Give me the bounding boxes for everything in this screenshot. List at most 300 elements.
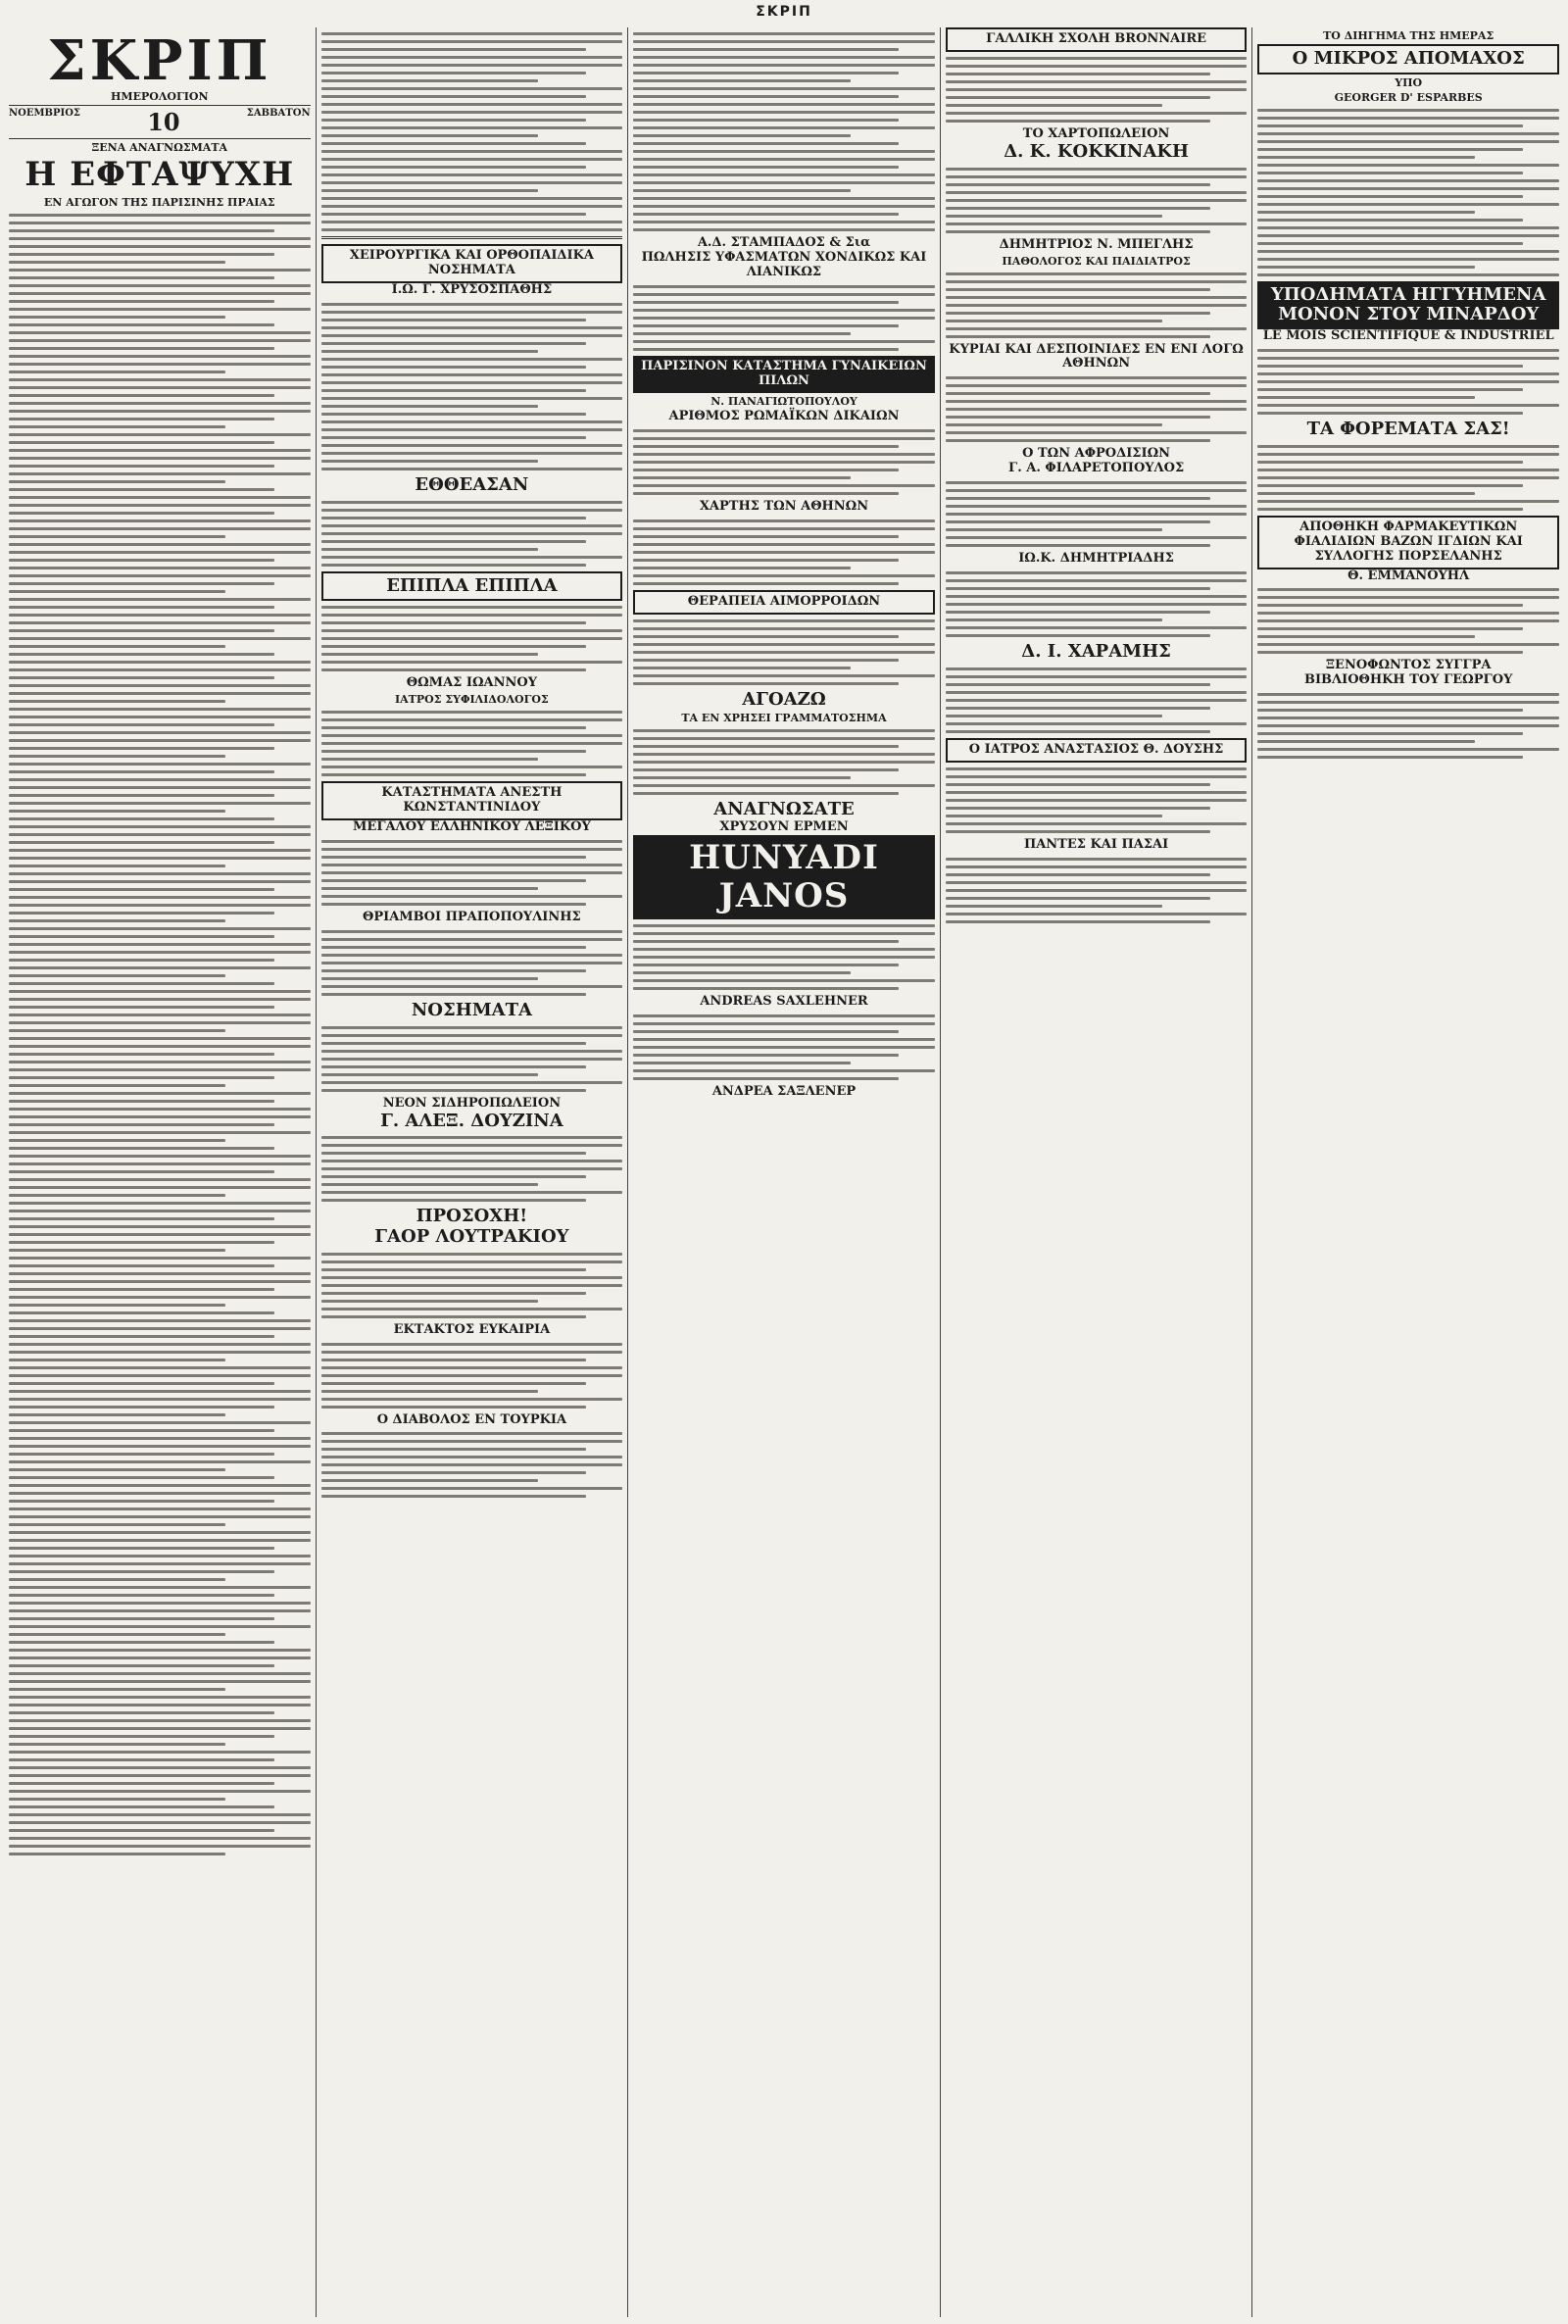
text-line xyxy=(9,966,311,969)
text-line xyxy=(321,1253,623,1256)
text-line xyxy=(9,378,311,381)
text-line xyxy=(321,173,623,176)
text-line xyxy=(9,1162,311,1165)
text-line xyxy=(321,444,623,447)
text-block xyxy=(321,501,623,567)
text-line xyxy=(946,767,1248,770)
ad-heading-loutraki: ΓΑΟΡ ΛΟΥΤΡΑΚΙΟΥ xyxy=(374,1225,569,1247)
text-line xyxy=(1257,234,1559,237)
text-line xyxy=(9,331,311,334)
ad-heading-konstantinidou: ΚΑΤΑΣΤΗΜΑΤΑ ΑΝΕΣΤΗ ΚΩΝΣΤΑΝΤΙΝΙΔΟΥ xyxy=(321,781,623,820)
text-line xyxy=(1257,732,1523,735)
text-line xyxy=(9,982,274,985)
text-line xyxy=(321,509,623,512)
text-line xyxy=(321,366,587,369)
text-line xyxy=(9,1711,274,1714)
text-line xyxy=(1257,388,1523,391)
text-line xyxy=(633,181,935,184)
text-line xyxy=(946,715,1162,717)
text-line xyxy=(9,1664,274,1667)
text-line xyxy=(9,676,274,679)
text-line xyxy=(633,582,899,585)
text-line xyxy=(9,300,274,303)
text-line xyxy=(946,603,1248,606)
text-line xyxy=(9,951,311,954)
text-line xyxy=(9,1108,311,1111)
text-line xyxy=(321,726,587,729)
text-line xyxy=(946,199,1248,202)
text-block xyxy=(633,285,935,351)
text-line xyxy=(321,954,623,957)
column-5 xyxy=(1251,27,1564,2317)
text-line xyxy=(321,1058,623,1061)
text-line xyxy=(9,606,274,609)
column-3 xyxy=(627,27,940,2317)
text-line xyxy=(321,750,587,753)
text-line xyxy=(9,574,311,577)
column-2 xyxy=(316,27,628,2317)
text-line xyxy=(321,373,623,376)
ad-heading-nosimata: ΝΟΣΗΜΑΤΑ xyxy=(411,999,532,1020)
text-line xyxy=(633,324,899,327)
text-line xyxy=(9,1421,311,1424)
text-block xyxy=(1257,349,1559,415)
text-line xyxy=(9,465,274,468)
text-line xyxy=(9,1217,274,1220)
story-headline: Η ΕΦΤΑΨΥΧΗ xyxy=(24,155,295,194)
text-line xyxy=(946,489,1248,492)
text-line xyxy=(9,1727,311,1730)
text-line xyxy=(321,1390,538,1393)
text-line xyxy=(321,1160,623,1162)
text-line xyxy=(321,548,538,551)
text-line xyxy=(321,1308,623,1310)
text-line xyxy=(321,72,587,74)
text-line xyxy=(9,1304,225,1307)
text-line xyxy=(9,1429,274,1432)
text-line xyxy=(633,40,935,43)
text-line xyxy=(321,1191,623,1194)
text-line xyxy=(321,1276,623,1279)
text-line xyxy=(321,413,587,416)
text-line xyxy=(633,126,935,129)
text-line xyxy=(946,505,1248,508)
text-line xyxy=(9,1178,311,1181)
text-line xyxy=(9,1790,311,1793)
text-line xyxy=(321,645,587,648)
story-body xyxy=(9,214,311,1855)
text-line xyxy=(9,990,311,993)
text-line xyxy=(321,32,623,35)
text-line xyxy=(946,57,1248,60)
text-line xyxy=(9,1406,274,1409)
text-line xyxy=(9,253,274,256)
text-line xyxy=(9,363,311,366)
text-line xyxy=(9,1045,311,1048)
text-line xyxy=(946,376,1248,379)
text-line xyxy=(633,95,899,98)
text-line xyxy=(9,1774,311,1777)
text-line xyxy=(321,766,623,768)
ad-name-saxlener-greek: ΑΝΔΡΕΑ ΣΑΞΛΕΝΕΡ xyxy=(711,1083,857,1099)
text-line xyxy=(946,392,1211,395)
text-line xyxy=(1257,724,1559,727)
text-line xyxy=(9,1006,274,1009)
text-line xyxy=(9,802,311,805)
text-line xyxy=(946,611,1211,614)
text-line xyxy=(321,668,587,671)
text-line xyxy=(321,661,623,664)
text-line xyxy=(9,559,274,562)
text-line xyxy=(9,1225,311,1228)
text-line xyxy=(946,683,1211,686)
text-line xyxy=(1257,612,1559,615)
text-line xyxy=(9,1594,274,1597)
text-line xyxy=(321,540,587,543)
text-line xyxy=(633,103,935,106)
text-line xyxy=(946,481,1248,484)
text-line xyxy=(1257,508,1523,511)
text-line xyxy=(9,1123,274,1126)
text-line xyxy=(321,840,623,843)
text-line xyxy=(9,1076,274,1079)
text-line xyxy=(946,88,1248,91)
text-line xyxy=(946,65,1248,68)
text-line xyxy=(9,716,311,718)
text-line xyxy=(633,285,935,288)
text-line xyxy=(9,747,274,750)
text-line xyxy=(321,420,623,423)
ad-heading-foremata: ΤΑ ΦΟΡΕΜΑΤΑ ΣΑΣ! xyxy=(1306,419,1510,439)
ad-heading-hats: ΠΑΡΙΣΙΝΟΝ ΚΑΤΑΣΤΗΜΑ ΓΥΝΑΙΚΕΙΩΝ ΠΙΛΩΝ xyxy=(633,356,935,393)
text-line xyxy=(946,571,1248,574)
masthead: ΣΚΡΙΠ xyxy=(756,4,812,20)
text-line xyxy=(321,334,623,337)
text-block xyxy=(1257,445,1559,511)
text-line xyxy=(946,183,1211,186)
text-line xyxy=(9,1311,274,1314)
text-line xyxy=(946,865,1248,868)
text-line xyxy=(9,1735,274,1738)
ad-heading-pantes: ΠΑΝΤΕΣ ΚΑΙ ΠΑΣΑΙ xyxy=(1023,836,1169,852)
text-line xyxy=(321,1315,587,1318)
text-line xyxy=(633,535,899,538)
text-line xyxy=(1257,349,1559,352)
text-line xyxy=(321,197,623,200)
text-line xyxy=(1257,266,1474,269)
text-line xyxy=(633,150,935,153)
ad-heading-stampados: Α.Δ. ΣΤΑΜΠΑΔΟΣ & Σια xyxy=(697,235,871,250)
text-line xyxy=(9,1390,311,1393)
text-line xyxy=(633,574,935,577)
text-block xyxy=(321,1343,623,1409)
text-line xyxy=(633,48,899,51)
text-line xyxy=(9,496,311,499)
text-line xyxy=(9,1586,311,1589)
text-line xyxy=(946,304,1248,307)
text-line xyxy=(9,512,274,515)
text-line xyxy=(9,1531,311,1534)
text-line xyxy=(1257,484,1523,487)
text-line xyxy=(1257,273,1559,276)
text-block xyxy=(633,729,935,795)
text-line xyxy=(321,946,587,949)
text-line xyxy=(946,520,1211,523)
text-line xyxy=(9,1272,311,1275)
text-line xyxy=(9,590,225,593)
text-line xyxy=(1257,187,1559,190)
ad-sub-ioannou: ΙΑΤΡΟΣ ΣΥΦΙΛΙΔΟΛΟΓΟΣ xyxy=(395,693,549,707)
text-line xyxy=(946,881,1248,884)
text-line xyxy=(946,120,1211,123)
text-line xyxy=(9,1327,311,1330)
text-line xyxy=(1257,179,1559,182)
text-line xyxy=(321,311,623,314)
text-line xyxy=(321,1034,623,1037)
text-line xyxy=(946,423,1162,426)
text-line xyxy=(9,880,311,883)
text-line xyxy=(633,453,935,456)
text-line xyxy=(946,327,1248,330)
text-line xyxy=(321,150,623,153)
text-line xyxy=(321,428,623,431)
text-line xyxy=(946,439,1211,442)
text-line xyxy=(1257,627,1523,630)
text-line xyxy=(321,1026,623,1029)
text-line xyxy=(9,339,311,342)
text-line xyxy=(321,532,623,535)
text-line xyxy=(9,582,274,585)
text-line xyxy=(1257,469,1559,471)
text-line xyxy=(321,1382,587,1385)
text-block xyxy=(321,930,623,996)
text-line xyxy=(321,1268,587,1271)
text-line xyxy=(9,488,274,491)
text-line xyxy=(633,682,899,685)
text-line xyxy=(633,429,935,432)
text-line xyxy=(321,1065,587,1068)
text-line xyxy=(946,699,1248,702)
text-line xyxy=(946,830,1211,833)
text-line xyxy=(321,95,587,98)
text-line xyxy=(9,1515,311,1518)
text-line xyxy=(321,848,623,851)
text-line xyxy=(9,959,274,962)
text-line xyxy=(9,1100,274,1103)
text-line xyxy=(321,962,623,964)
text-line xyxy=(1257,172,1523,174)
text-line xyxy=(9,1029,225,1032)
text-line xyxy=(321,1073,538,1076)
text-line xyxy=(9,708,311,711)
text-line xyxy=(9,1398,311,1401)
text-line xyxy=(9,1562,311,1565)
ad-sub-beglis: ΠΑΘΟΛΟΓΟΣ ΚΑΙ ΠΑΙΔΙΑΤΡΟΣ xyxy=(1002,254,1191,268)
text-line xyxy=(946,431,1248,434)
ad-name-filaretopoulos: Γ. Α. ΦΙΛΑΡΕΤΟΠΟΥΛΟΣ xyxy=(1007,461,1185,476)
text-line xyxy=(633,64,935,67)
text-block xyxy=(321,1136,623,1202)
text-line xyxy=(946,335,1211,338)
text-line xyxy=(9,943,311,946)
text-line xyxy=(633,142,899,145)
text-line xyxy=(321,221,623,223)
text-line xyxy=(946,707,1211,710)
text-line xyxy=(9,1696,311,1699)
text-line xyxy=(9,1233,311,1236)
text-line xyxy=(9,1280,311,1283)
text-line xyxy=(321,158,623,161)
text-line xyxy=(321,606,623,609)
ad-heading-diavolos: Ο ΔΙΑΒΟΛΟΣ ΕΝ ΤΟΥΡΚΙΑ xyxy=(376,1411,567,1427)
text-line xyxy=(321,1359,587,1361)
text-line xyxy=(9,841,274,844)
text-line xyxy=(1257,250,1559,253)
text-line xyxy=(633,32,935,35)
text-line xyxy=(633,228,935,231)
text-line xyxy=(633,111,935,114)
text-line xyxy=(9,316,225,319)
text-block xyxy=(321,840,623,906)
text-line xyxy=(321,734,623,737)
text-line xyxy=(321,1406,587,1409)
text-block xyxy=(1257,693,1559,759)
text-line xyxy=(633,166,899,169)
text-line xyxy=(633,948,935,951)
text-line xyxy=(633,492,899,495)
section-label: ΞΕΝΑ ΑΝΑΓΝΩΣΜΑΤΑ xyxy=(91,141,228,154)
text-line xyxy=(1257,164,1559,167)
text-line xyxy=(633,940,899,943)
text-line xyxy=(9,935,274,938)
text-line xyxy=(321,79,538,82)
text-line xyxy=(1257,476,1559,479)
ad-heading-prosochi: ΠΡΟΣΟΧΗ! xyxy=(416,1206,528,1227)
text-line xyxy=(321,1152,587,1155)
text-line xyxy=(9,621,311,624)
text-line xyxy=(633,979,935,982)
text-line xyxy=(1257,396,1474,399)
text-line xyxy=(946,320,1162,322)
text-line xyxy=(9,1021,311,1024)
text-line xyxy=(321,342,587,345)
text-line xyxy=(321,1487,623,1490)
text-line xyxy=(1257,635,1474,638)
text-line xyxy=(9,865,225,867)
text-line xyxy=(321,1463,623,1466)
text-line xyxy=(1257,693,1559,696)
text-line xyxy=(946,230,1211,233)
text-line xyxy=(9,457,311,460)
text-line xyxy=(321,326,623,329)
text-line xyxy=(321,1167,623,1170)
text-line xyxy=(9,222,311,224)
text-line xyxy=(321,1440,623,1443)
ad-heading-ioannou: ΘΩΜΑΣ ΙΩΑΝΝΟΥ xyxy=(406,675,537,691)
text-line xyxy=(9,692,311,695)
text-line xyxy=(9,472,311,475)
text-line xyxy=(633,87,935,90)
text-line xyxy=(633,729,935,732)
dateline xyxy=(9,105,311,139)
text-line xyxy=(633,635,899,638)
text-line xyxy=(9,1359,225,1361)
text-line xyxy=(633,761,935,764)
text-line xyxy=(1257,412,1523,415)
text-line xyxy=(321,205,623,208)
text-line xyxy=(9,1821,311,1824)
text-line xyxy=(633,332,850,335)
text-block xyxy=(633,619,935,685)
ad-heading-fabrics: ΠΩΛΗΣΙΣ ΥΦΑΣΜΑΤΩΝ ΧΟΝΔΙΚΩΣ ΚΑΙ ΛΙΑΝΙΚΩΣ xyxy=(641,249,927,279)
text-line xyxy=(1257,380,1559,383)
text-line xyxy=(9,1484,311,1487)
text-line xyxy=(321,303,623,306)
text-line xyxy=(321,1199,587,1202)
text-line xyxy=(9,1351,311,1354)
text-line xyxy=(321,1175,587,1178)
text-line xyxy=(321,358,623,361)
text-line xyxy=(946,783,1211,786)
ad-heading-roman-law: ΑΡΙΘΜΟΣ ΡΩΜΑΪΚΩΝ ΔΙΚΑΙΩΝ xyxy=(668,408,900,423)
text-line xyxy=(9,755,225,758)
text-line xyxy=(9,1539,311,1542)
text-line xyxy=(946,920,1211,923)
text-line xyxy=(1257,124,1523,127)
text-line xyxy=(633,173,935,176)
text-line xyxy=(946,913,1248,915)
text-line xyxy=(9,1829,274,1832)
text-line xyxy=(9,598,311,601)
text-line xyxy=(946,168,1248,171)
ad-heading-sidiropoleion: ΝΕΟΝ ΣΙΔΗΡΟΠΩΛΕΙΟΝ xyxy=(382,1095,562,1111)
text-line xyxy=(9,371,225,373)
text-line xyxy=(9,229,274,232)
text-line xyxy=(321,629,623,632)
text-line xyxy=(9,1210,311,1212)
text-line xyxy=(9,1837,311,1840)
text-line xyxy=(321,1284,623,1287)
text-line xyxy=(633,1022,935,1025)
text-line xyxy=(1257,461,1523,464)
text-line xyxy=(1257,619,1559,622)
text-line xyxy=(9,1853,225,1855)
text-line xyxy=(9,833,311,836)
text-line xyxy=(321,460,538,463)
ad-heading-therapy: ΘΕΡΑΠΕΙΑ ΑΙΜΟΡΡΟΙΔΩΝ xyxy=(633,590,935,615)
text-line xyxy=(633,309,935,312)
text-line xyxy=(946,626,1248,629)
text-line xyxy=(9,1578,225,1581)
text-line xyxy=(321,103,623,106)
text-line xyxy=(9,567,311,569)
text-line xyxy=(946,668,1248,670)
text-line xyxy=(321,228,623,231)
text-line xyxy=(321,1050,623,1053)
text-line xyxy=(9,825,311,828)
ad-name-dimitriadis: ΙΩ.Κ. ΔΗΜΗΤΡΙΑΔΗΣ xyxy=(1018,551,1174,567)
text-line xyxy=(9,402,311,405)
text-line xyxy=(946,889,1248,892)
text-line xyxy=(9,1382,274,1385)
text-line xyxy=(9,1782,274,1785)
text-line xyxy=(9,810,225,813)
text-line xyxy=(9,1633,225,1636)
text-line xyxy=(633,932,935,935)
text-line xyxy=(946,400,1248,403)
text-line xyxy=(633,1054,899,1057)
text-line xyxy=(946,207,1211,210)
